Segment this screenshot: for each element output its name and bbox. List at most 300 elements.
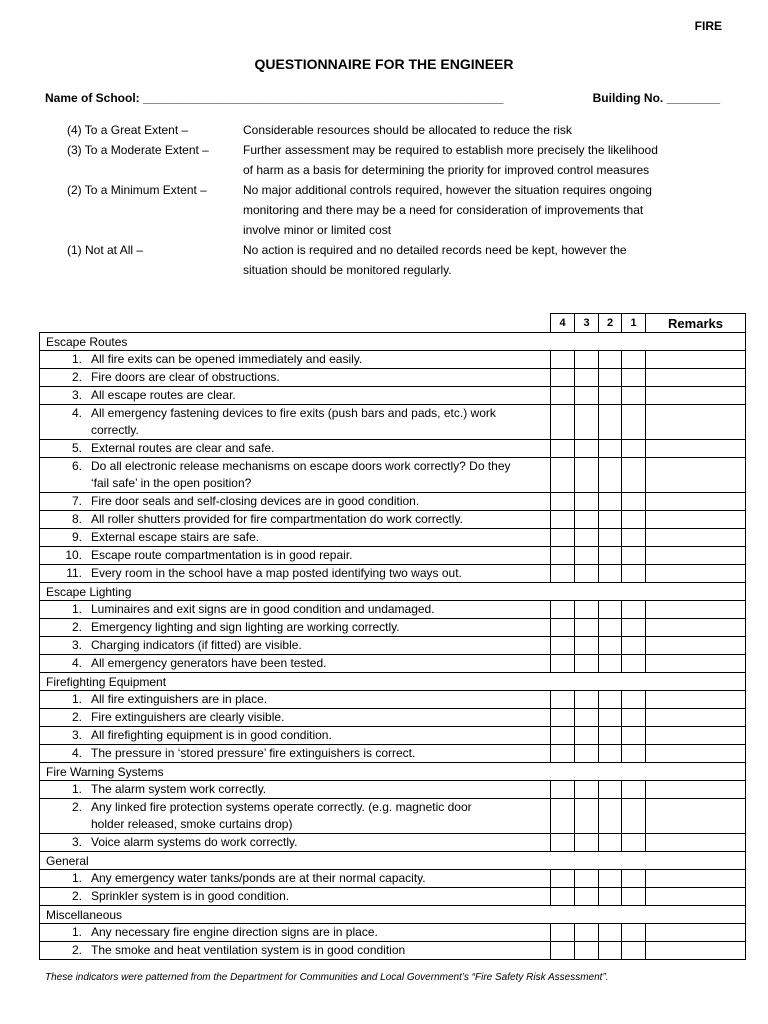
scale-label: (3) To a Moderate Extent – xyxy=(67,143,209,157)
item-number: 3. xyxy=(71,728,82,742)
rating-cell-3[interactable] xyxy=(575,888,599,906)
item-cell xyxy=(40,511,551,529)
rating-cell-1[interactable] xyxy=(622,799,646,834)
scale-row xyxy=(67,200,717,220)
item-number: 2. xyxy=(71,943,82,957)
item-text-line: All fire exits can be opened immediately and easily. xyxy=(91,352,363,366)
remarks-cell[interactable] xyxy=(646,799,746,834)
item-cell xyxy=(40,709,551,727)
rating-cell-3[interactable] xyxy=(575,511,599,529)
rating-cell-2[interactable] xyxy=(599,691,622,709)
item-text-line: All escape routes are clear. xyxy=(91,388,236,402)
scale-row xyxy=(67,160,717,180)
remarks-cell[interactable] xyxy=(646,745,746,763)
table-row xyxy=(40,745,746,763)
table-row xyxy=(40,655,746,673)
scale-label: (1) Not at All – xyxy=(67,243,144,257)
item-text xyxy=(91,655,550,672)
remarks-cell[interactable] xyxy=(646,781,746,799)
item-cell xyxy=(40,655,551,673)
remarks-cell[interactable] xyxy=(646,440,746,458)
scale-label xyxy=(67,220,243,240)
building-number-field[interactable]: Building No. ________ xyxy=(592,91,720,105)
table-row xyxy=(40,924,746,942)
rating-cell-4[interactable] xyxy=(551,870,575,888)
rating-cell-4[interactable] xyxy=(551,924,575,942)
scale-description: involve minor or limited cost xyxy=(243,223,392,237)
rating-cell-2[interactable] xyxy=(599,493,622,511)
item-text xyxy=(91,387,550,404)
rating-cell-3[interactable] xyxy=(575,691,599,709)
rating-cell-3[interactable] xyxy=(575,369,599,387)
item-cell xyxy=(40,493,551,511)
item-cell xyxy=(40,405,551,440)
remarks-cell[interactable] xyxy=(646,547,746,565)
school-name-field[interactable]: Name of School: ______________________________________________________ xyxy=(45,91,504,105)
column-header-3: 3 xyxy=(575,314,599,333)
item-text-line: The alarm system work correctly. xyxy=(91,782,267,796)
item-text xyxy=(91,727,550,744)
rating-cell-2[interactable] xyxy=(599,565,622,583)
rating-cell-4[interactable] xyxy=(551,511,575,529)
rating-cell-2[interactable] xyxy=(599,405,622,440)
corner-label: FIRE xyxy=(694,19,722,33)
item-cell xyxy=(40,870,551,888)
item-number: 6. xyxy=(71,459,82,473)
rating-cell-4[interactable] xyxy=(551,942,575,960)
item-number: 2. xyxy=(71,889,82,903)
rating-cell-2[interactable] xyxy=(599,655,622,673)
rating-cell-1[interactable] xyxy=(622,888,646,906)
rating-cell-1[interactable] xyxy=(622,637,646,655)
table-row xyxy=(40,369,746,387)
rating-cell-2[interactable] xyxy=(599,709,622,727)
rating-cell-2[interactable] xyxy=(599,924,622,942)
item-text-line: Escape route compartmentation is in good repair. xyxy=(91,548,353,562)
item-number: 2. xyxy=(71,710,82,724)
rating-cell-2[interactable] xyxy=(599,942,622,960)
rating-cell-1[interactable] xyxy=(622,781,646,799)
item-text xyxy=(91,781,550,798)
rating-cell-4[interactable] xyxy=(551,637,575,655)
rating-cell-2[interactable] xyxy=(599,458,622,493)
remarks-cell[interactable] xyxy=(646,924,746,942)
rating-cell-2[interactable] xyxy=(599,799,622,834)
rating-cell-2[interactable] xyxy=(599,440,622,458)
item-text xyxy=(91,691,550,708)
item-cell xyxy=(40,601,551,619)
rating-cell-3[interactable] xyxy=(575,870,599,888)
questionnaire-table xyxy=(39,313,746,960)
item-text xyxy=(91,942,550,959)
remarks-cell[interactable] xyxy=(646,601,746,619)
remarks-cell[interactable] xyxy=(646,351,746,369)
item-text-line: Sprinkler system is in good condition. xyxy=(91,889,290,903)
table-row xyxy=(40,619,746,637)
rating-cell-2[interactable] xyxy=(599,745,622,763)
scale-label xyxy=(67,200,243,220)
rating-cell-2[interactable] xyxy=(599,781,622,799)
table-row xyxy=(40,458,746,493)
section-title: Miscellaneous xyxy=(40,906,746,924)
scale-row xyxy=(67,120,717,140)
item-cell xyxy=(40,529,551,547)
rating-cell-3[interactable] xyxy=(575,529,599,547)
rating-cell-3[interactable] xyxy=(575,619,599,637)
remarks-cell[interactable] xyxy=(646,511,746,529)
rating-cell-4[interactable] xyxy=(551,440,575,458)
remarks-cell[interactable] xyxy=(646,691,746,709)
rating-cell-4[interactable] xyxy=(551,493,575,511)
rating-cell-1[interactable] xyxy=(622,440,646,458)
item-number: 4. xyxy=(71,746,82,760)
item-text-line: All emergency generators have been tested. xyxy=(91,656,327,670)
rating-cell-2[interactable] xyxy=(599,601,622,619)
item-text-line: External routes are clear and safe. xyxy=(91,441,275,455)
item-text-line: The pressure in ‘stored pressure’ fire extinguishers is correct. xyxy=(91,746,416,760)
item-number: 3. xyxy=(71,388,82,402)
section-title: Fire Warning Systems xyxy=(40,763,746,781)
item-number: 1. xyxy=(71,692,82,706)
rating-cell-4[interactable] xyxy=(551,745,575,763)
rating-cell-4[interactable] xyxy=(551,547,575,565)
rating-cell-1[interactable] xyxy=(622,942,646,960)
rating-cell-4[interactable] xyxy=(551,369,575,387)
item-text xyxy=(91,924,550,941)
item-text-line: Charging indicators (if fitted) are visible. xyxy=(91,638,302,652)
item-text-line: Any emergency water tanks/ponds are at their normal capacity. xyxy=(91,871,426,885)
rating-cell-4[interactable] xyxy=(551,529,575,547)
item-text xyxy=(91,709,550,726)
item-number: 10. xyxy=(65,548,82,562)
item-number: 2. xyxy=(71,800,82,814)
item-text-line: The smoke and heat ventilation system is in good condition xyxy=(91,943,406,957)
remarks-cell[interactable] xyxy=(646,655,746,673)
item-cell xyxy=(40,619,551,637)
remarks-cell[interactable] xyxy=(646,369,746,387)
rating-cell-2[interactable] xyxy=(599,547,622,565)
remarks-cell[interactable] xyxy=(646,529,746,547)
item-text-line: Every room in the school have a map posted identifying two ways out. xyxy=(91,566,462,580)
rating-cell-1[interactable] xyxy=(622,405,646,440)
rating-cell-1[interactable] xyxy=(622,458,646,493)
rating-cell-3[interactable] xyxy=(575,709,599,727)
item-text-line: Voice alarm systems do work correctly. xyxy=(91,835,298,849)
item-number: 8. xyxy=(71,512,82,526)
rating-cell-1[interactable] xyxy=(622,834,646,852)
item-text xyxy=(91,799,550,833)
scale-description: No action is required and no detailed records need be kept, however the xyxy=(243,243,627,257)
rating-cell-1[interactable] xyxy=(622,565,646,583)
rating-cell-3[interactable] xyxy=(575,351,599,369)
item-text-line: Fire extinguishers are clearly visible. xyxy=(91,710,285,724)
remarks-cell[interactable] xyxy=(646,619,746,637)
item-number: 11. xyxy=(66,566,82,580)
rating-cell-2[interactable] xyxy=(599,529,622,547)
table-row xyxy=(40,799,746,834)
scale-description: No major additional controls required, however the situation requires ongoing xyxy=(243,183,652,197)
rating-cell-2[interactable] xyxy=(599,619,622,637)
rating-cell-3[interactable] xyxy=(575,727,599,745)
rating-cell-3[interactable] xyxy=(575,405,599,440)
remarks-cell[interactable] xyxy=(646,888,746,906)
scale-row xyxy=(67,260,717,280)
item-text xyxy=(91,405,550,439)
item-cell xyxy=(40,942,551,960)
rating-cell-1[interactable] xyxy=(622,691,646,709)
item-text-line: All roller shutters provided for fire compartmentation do work correctly. xyxy=(91,512,463,526)
scale-description: situation should be monitored regularly. xyxy=(243,263,452,277)
table-row xyxy=(40,727,746,745)
rating-cell-1[interactable] xyxy=(622,709,646,727)
item-text xyxy=(91,369,550,386)
school-info-row xyxy=(45,91,720,105)
rating-cell-3[interactable] xyxy=(575,942,599,960)
table-row xyxy=(40,547,746,565)
item-number: 3. xyxy=(71,835,82,849)
remarks-cell[interactable] xyxy=(646,387,746,405)
item-cell xyxy=(40,834,551,852)
item-number: 1. xyxy=(71,352,82,366)
rating-cell-3[interactable] xyxy=(575,387,599,405)
column-header-remarks: Remarks xyxy=(646,314,746,333)
rating-cell-4[interactable] xyxy=(551,781,575,799)
scale-label xyxy=(67,160,243,180)
item-text-line: holder released, smoke curtains drop) xyxy=(91,817,293,831)
column-header-2: 2 xyxy=(599,314,622,333)
item-cell xyxy=(40,565,551,583)
rating-cell-1[interactable] xyxy=(622,547,646,565)
rating-cell-2[interactable] xyxy=(599,369,622,387)
item-cell xyxy=(40,637,551,655)
table-row xyxy=(40,405,746,440)
item-text xyxy=(91,440,550,457)
remarks-cell[interactable] xyxy=(646,834,746,852)
section-row xyxy=(40,583,746,601)
item-text-line: All firefighting equipment is in good condition. xyxy=(91,728,332,742)
item-number: 2. xyxy=(71,620,82,634)
rating-cell-3[interactable] xyxy=(575,493,599,511)
rating-cell-1[interactable] xyxy=(622,511,646,529)
item-text-line: Any linked fire protection systems operate correctly. (e.g. magnetic door xyxy=(91,800,472,814)
item-text-line: Fire doors are clear of obstructions. xyxy=(91,370,280,384)
item-text xyxy=(91,511,550,528)
item-number: 4. xyxy=(71,656,82,670)
header-blank-cell xyxy=(40,314,551,333)
table-row xyxy=(40,709,746,727)
item-cell xyxy=(40,924,551,942)
item-text xyxy=(91,601,550,618)
section-title: Escape Routes xyxy=(40,333,746,351)
table-row xyxy=(40,440,746,458)
rating-cell-4[interactable] xyxy=(551,888,575,906)
scale-description: of harm as a basis for determining the priority for improved control measures xyxy=(243,163,650,177)
item-cell xyxy=(40,781,551,799)
rating-cell-3[interactable] xyxy=(575,601,599,619)
item-text xyxy=(91,493,550,510)
item-number: 2. xyxy=(71,370,82,384)
item-text-line: Luminaires and exit signs are in good condition and undamaged. xyxy=(91,602,435,616)
page-title: QUESTIONNAIRE FOR THE ENGINEER xyxy=(254,56,514,72)
footer-note: These indicators were patterned from the Department for Communities and Local Government’s “Fire Safety Risk Assessment”. xyxy=(45,972,609,983)
scale-row xyxy=(67,140,717,160)
rating-cell-4[interactable] xyxy=(551,565,575,583)
rating-cell-2[interactable] xyxy=(599,834,622,852)
table-row xyxy=(40,637,746,655)
item-number: 7. xyxy=(71,494,82,508)
scale-label xyxy=(67,260,243,280)
item-text xyxy=(91,745,550,762)
rating-cell-4[interactable] xyxy=(551,458,575,493)
rating-cell-1[interactable] xyxy=(622,601,646,619)
rating-cell-2[interactable] xyxy=(599,888,622,906)
rating-cell-3[interactable] xyxy=(575,745,599,763)
rating-cell-4[interactable] xyxy=(551,834,575,852)
rating-cell-2[interactable] xyxy=(599,870,622,888)
item-text-line: Any necessary fire engine direction signs are in place. xyxy=(91,925,378,939)
item-cell xyxy=(40,691,551,709)
rating-cell-3[interactable] xyxy=(575,655,599,673)
rating-cell-1[interactable] xyxy=(622,387,646,405)
rating-cell-1[interactable] xyxy=(622,529,646,547)
remarks-cell[interactable] xyxy=(646,727,746,745)
rating-cell-4[interactable] xyxy=(551,351,575,369)
item-text xyxy=(91,870,550,887)
remarks-cell[interactable] xyxy=(646,458,746,493)
item-number: 1. xyxy=(71,925,82,939)
scale-row xyxy=(67,240,717,260)
rating-cell-4[interactable] xyxy=(551,799,575,834)
table-row xyxy=(40,387,746,405)
item-text-line: All emergency fastening devices to fire exits (push bars and pads, etc.) work xyxy=(91,406,496,420)
item-text-line: Emergency lighting and sign lighting are working correctly. xyxy=(91,620,400,634)
table-row xyxy=(40,870,746,888)
remarks-cell[interactable] xyxy=(646,565,746,583)
remarks-cell[interactable] xyxy=(646,870,746,888)
rating-cell-2[interactable] xyxy=(599,387,622,405)
scale-label: (2) To a Minimum Extent – xyxy=(67,183,207,197)
rating-cell-4[interactable] xyxy=(551,619,575,637)
rating-cell-4[interactable] xyxy=(551,655,575,673)
scale-row xyxy=(67,220,717,240)
table-header-row xyxy=(40,314,746,333)
item-text-line: correctly. xyxy=(91,423,139,437)
section-row xyxy=(40,673,746,691)
remarks-cell[interactable] xyxy=(646,942,746,960)
remarks-cell[interactable] xyxy=(646,405,746,440)
scale-row xyxy=(67,180,717,200)
rating-cell-2[interactable] xyxy=(599,511,622,529)
scale-description: monitoring and there may be a need for consideration of improvements that xyxy=(243,203,644,217)
remarks-cell[interactable] xyxy=(646,493,746,511)
column-header-1: 1 xyxy=(622,314,646,333)
rating-cell-2[interactable] xyxy=(599,727,622,745)
item-cell xyxy=(40,888,551,906)
table-row xyxy=(40,834,746,852)
item-number: 9. xyxy=(71,530,82,544)
item-cell xyxy=(40,727,551,745)
item-text xyxy=(91,351,550,368)
rating-cell-1[interactable] xyxy=(622,727,646,745)
item-cell xyxy=(40,799,551,834)
item-number: 1. xyxy=(71,782,82,796)
table-row xyxy=(40,529,746,547)
rating-cell-4[interactable] xyxy=(551,709,575,727)
item-cell xyxy=(40,440,551,458)
section-row xyxy=(40,852,746,870)
item-text xyxy=(91,834,550,851)
rating-cell-4[interactable] xyxy=(551,601,575,619)
rating-cell-3[interactable] xyxy=(575,547,599,565)
item-number: 1. xyxy=(71,871,82,885)
rating-cell-1[interactable] xyxy=(622,619,646,637)
rating-cell-2[interactable] xyxy=(599,637,622,655)
table-row xyxy=(40,351,746,369)
rating-cell-1[interactable] xyxy=(622,493,646,511)
scale-description: Considerable resources should be allocated to reduce the risk xyxy=(243,123,572,137)
rating-cell-4[interactable] xyxy=(551,727,575,745)
item-text-line: Fire door seals and self-closing devices are in good condition. xyxy=(91,494,420,508)
table-row xyxy=(40,511,746,529)
rating-cell-3[interactable] xyxy=(575,458,599,493)
rating-cell-3[interactable] xyxy=(575,637,599,655)
rating-cell-1[interactable] xyxy=(622,369,646,387)
item-text xyxy=(91,529,550,546)
rating-cell-3[interactable] xyxy=(575,924,599,942)
rating-cell-3[interactable] xyxy=(575,799,599,834)
item-cell xyxy=(40,745,551,763)
item-text xyxy=(91,637,550,654)
rating-cell-3[interactable] xyxy=(575,440,599,458)
remarks-cell[interactable] xyxy=(646,709,746,727)
item-text-line: ‘fail safe’ in the open position? xyxy=(91,476,252,490)
item-number: 1. xyxy=(71,602,82,616)
section-row xyxy=(40,906,746,924)
rating-cell-1[interactable] xyxy=(622,870,646,888)
rating-cell-3[interactable] xyxy=(575,834,599,852)
rating-scale-legend xyxy=(67,120,717,280)
rating-cell-1[interactable] xyxy=(622,924,646,942)
scale-description: Further assessment may be required to establish more precisely the likelihood xyxy=(243,143,658,157)
rating-cell-1[interactable] xyxy=(622,351,646,369)
rating-cell-4[interactable] xyxy=(551,405,575,440)
rating-cell-4[interactable] xyxy=(551,691,575,709)
item-text xyxy=(91,458,550,492)
section-title: Firefighting Equipment xyxy=(40,673,746,691)
column-header-4: 4 xyxy=(551,314,575,333)
section-row xyxy=(40,333,746,351)
rating-cell-1[interactable] xyxy=(622,655,646,673)
item-cell xyxy=(40,369,551,387)
item-number: 5. xyxy=(71,441,82,455)
rating-cell-4[interactable] xyxy=(551,387,575,405)
item-text-line: Do all electronic release mechanisms on escape doors work correctly? Do they xyxy=(91,459,511,473)
rating-cell-3[interactable] xyxy=(575,565,599,583)
table-row xyxy=(40,942,746,960)
rating-cell-1[interactable] xyxy=(622,745,646,763)
rating-cell-2[interactable] xyxy=(599,351,622,369)
item-text-line: All fire extinguishers are in place. xyxy=(91,692,268,706)
section-title: General xyxy=(40,852,746,870)
item-text xyxy=(91,888,550,905)
item-text xyxy=(91,565,550,582)
table-row xyxy=(40,493,746,511)
item-cell xyxy=(40,351,551,369)
section-row xyxy=(40,763,746,781)
rating-cell-3[interactable] xyxy=(575,781,599,799)
remarks-cell[interactable] xyxy=(646,637,746,655)
item-number: 4. xyxy=(71,406,82,420)
